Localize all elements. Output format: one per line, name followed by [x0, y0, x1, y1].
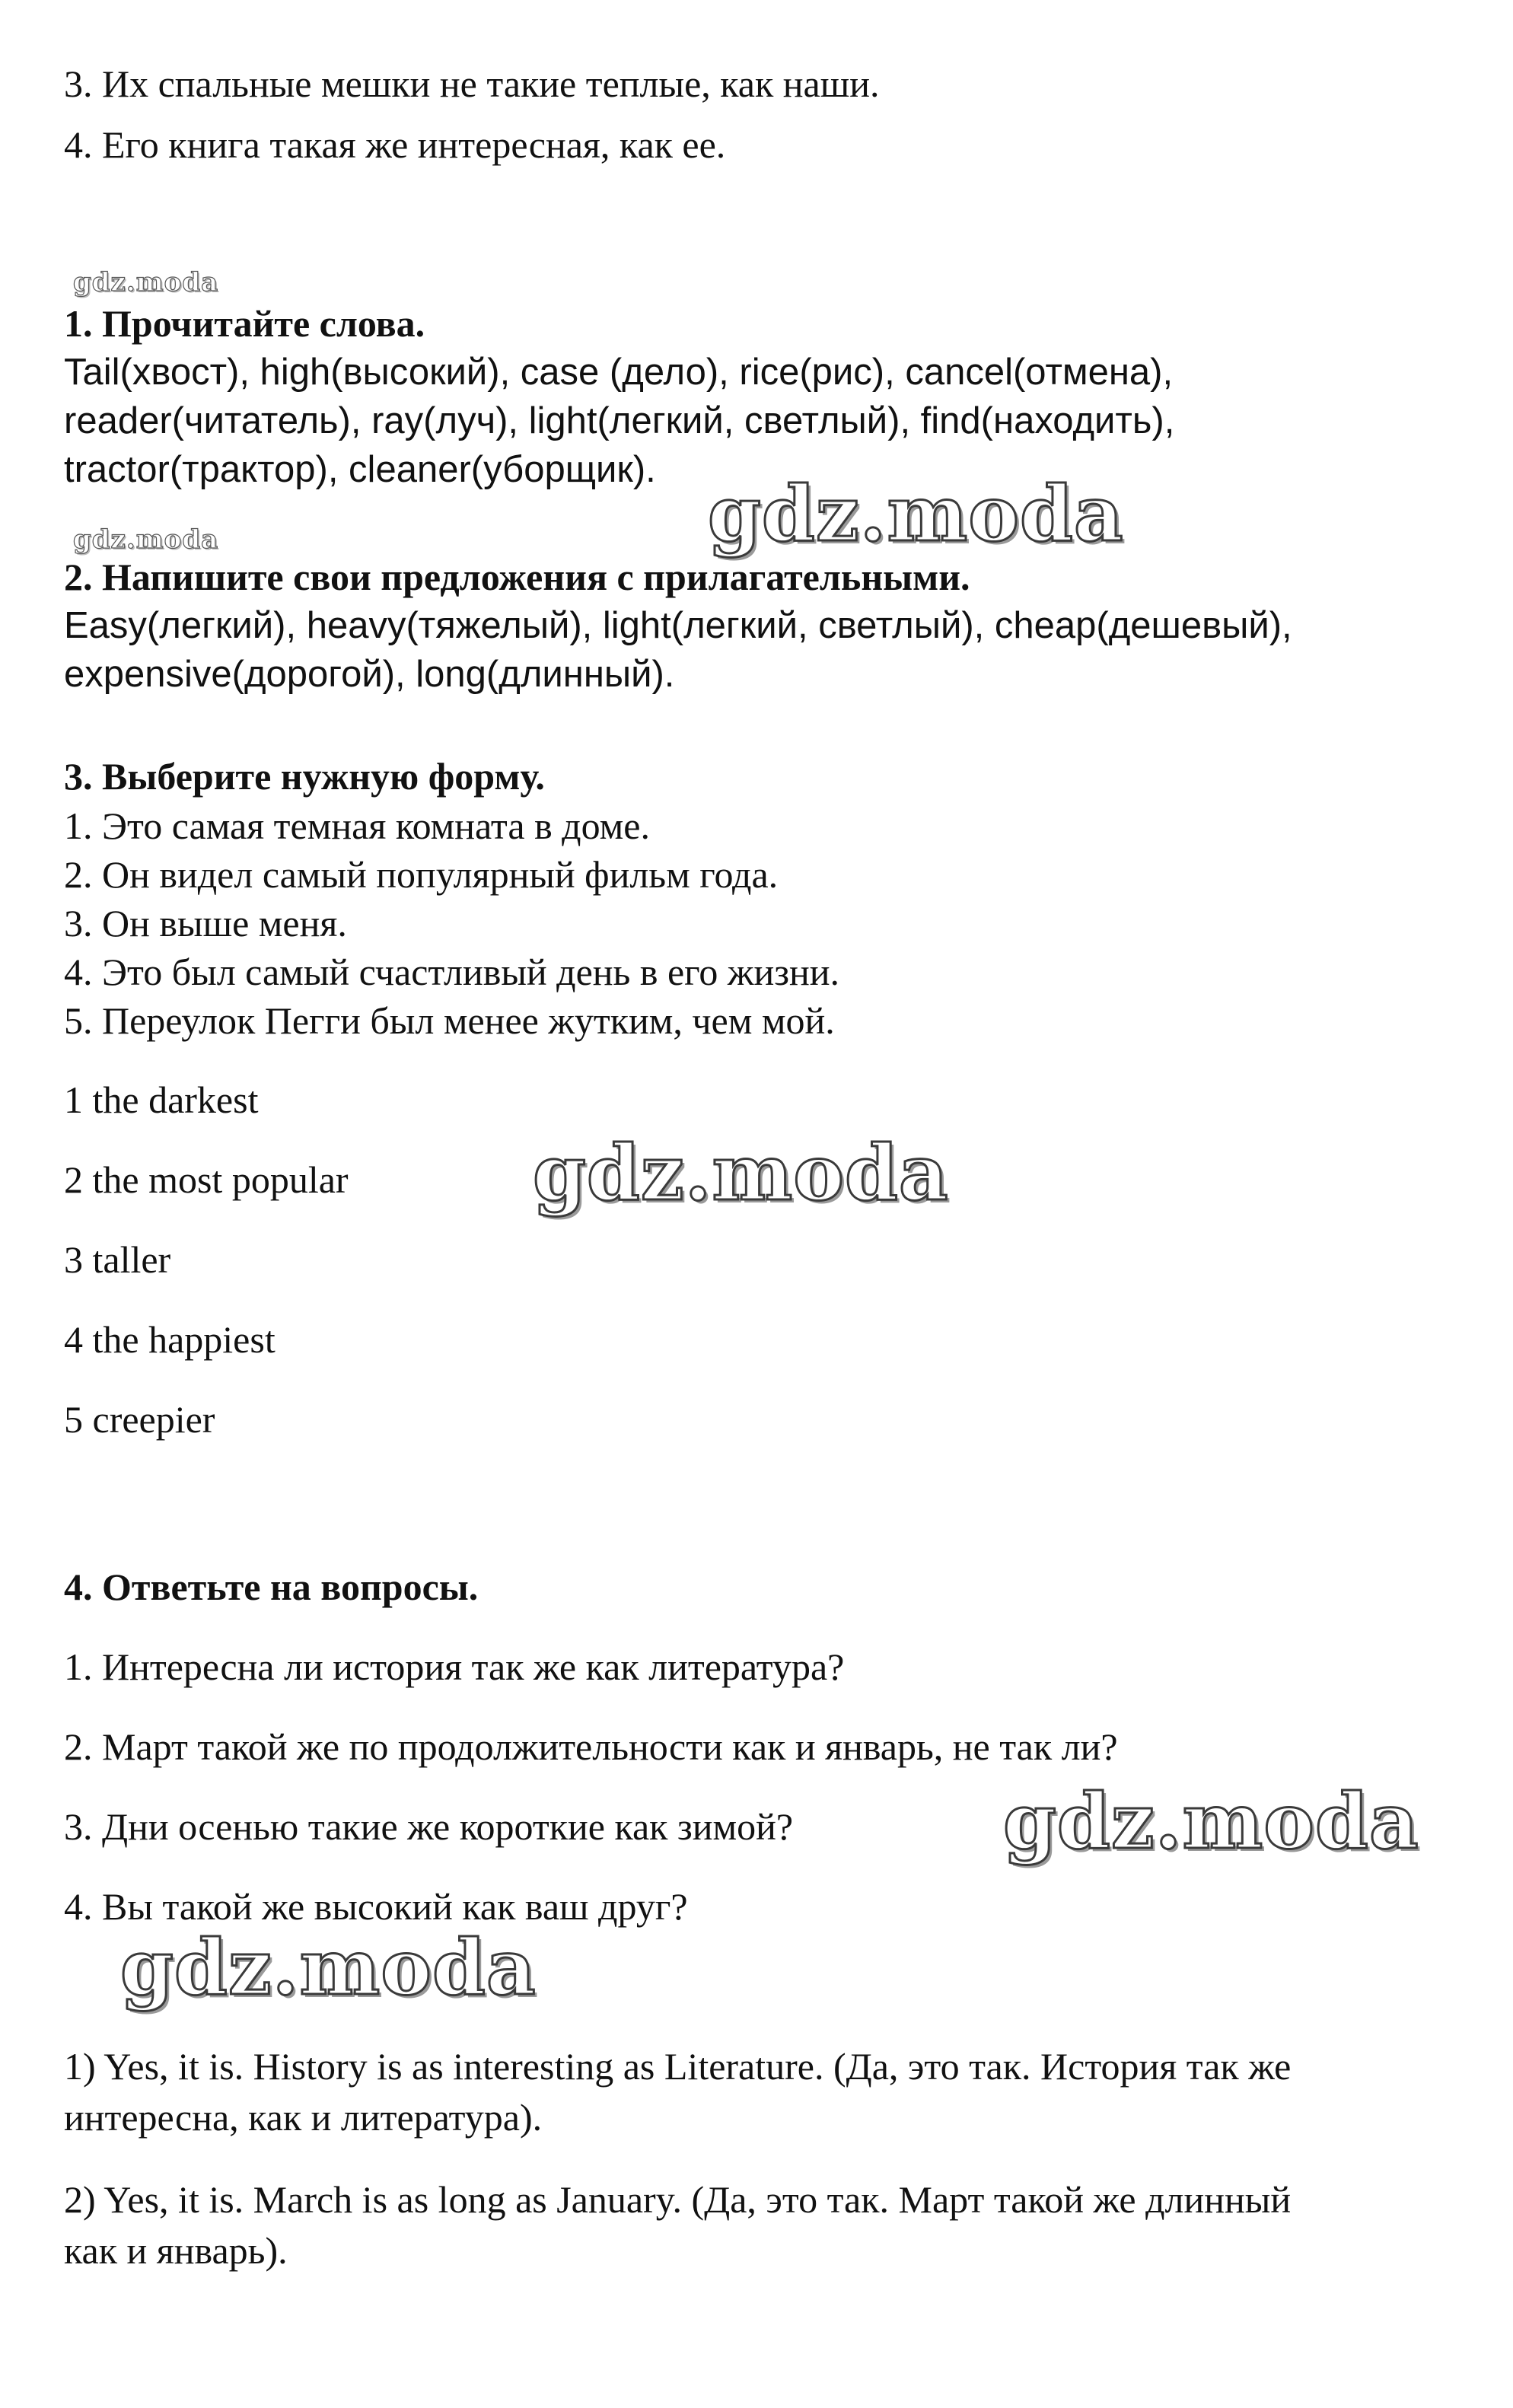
exercise-2-title: 2. Напишите свои предложения с прилагательными.	[64, 556, 970, 598]
exercise-4-question: 4. Вы такой же высокий как ваш друг?	[64, 1885, 688, 1928]
exercise-4-answer-2: 2) Yes, it is. March is as long as January. (Да, это так. Март такой же длинный	[64, 2178, 1292, 2221]
exercise-1-line: reader(читатель), ray(луч), light(легкий, светлый), find(находить),	[64, 400, 1175, 441]
exercise-3-answer: 2 the most popular	[64, 1158, 349, 1201]
exercise-3-answer: 5 creepier	[64, 1398, 215, 1441]
exercise-3-sentence: 1. Это самая темная комната в доме.	[64, 804, 650, 847]
exercise-3-sentence: 5. Переулок Пегги был менее жутким, чем мой.	[64, 999, 835, 1042]
watermark-large: gdz.moda	[1003, 1776, 1419, 1866]
exercise-4-answer-1-cont: интересна, как и литература).	[64, 2096, 543, 2139]
exercise-3-answer: 4 the happiest	[64, 1318, 276, 1361]
exercise-4-question: 2. Март такой же по продолжительности как и январь, не так ли?	[64, 1725, 1118, 1768]
exercise-4-question: 3. Дни осенью такие же короткие как зимой?	[64, 1805, 794, 1848]
watermark-small: gdz.moda	[73, 267, 219, 298]
exercise-1-line: tractor(трактор), cleaner(уборщик).	[64, 449, 656, 490]
watermark-small: gdz.moda	[73, 524, 219, 555]
exercise-4-answer-2-cont: как и январь).	[64, 2229, 288, 2272]
exercise-2-line: Easy(легкий), heavy(тяжелый), light(легкий, светлый), cheap(дешевый),	[64, 605, 1292, 646]
watermark-large: gdz.moda	[708, 469, 1124, 559]
watermark-large: gdz.moda	[533, 1128, 949, 1218]
exercise-4-title: 4. Ответьте на вопросы.	[64, 1566, 479, 1608]
exercise-3-sentence: 3. Он выше меня.	[64, 902, 347, 944]
exercise-1-line: Tail(хвост), high(высокий), case (дело), rice(рис), cancel(отмена),	[64, 352, 1174, 393]
exercise-3-title: 3. Выберите нужную форму.	[64, 755, 545, 798]
exercise-4-question: 1. Интересна ли история так же как литература?	[64, 1645, 845, 1688]
exercise-4-answer-1: 1) Yes, it is. History is as interesting as Literature. (Да, это так. История так же	[64, 2045, 1292, 2088]
exercise-3-answer: 1 the darkest	[64, 1078, 259, 1121]
exercise-3-sentence: 4. Это был самый счастливый день в его жизни.	[64, 951, 839, 993]
exercise-3-sentence: 2. Он видел самый популярный фильм года.	[64, 853, 779, 896]
exercise-2-line: expensive(дорогой), long(длинный).	[64, 654, 675, 695]
watermark-large: gdz.moda	[120, 1922, 537, 2012]
intro-line-4: 4. Его книга такая же интересная, как ее.	[64, 123, 726, 166]
exercise-1-title: 1. Прочитайте слова.	[64, 302, 425, 345]
exercise-3-answer: 3 taller	[64, 1238, 171, 1281]
intro-line-3: 3. Их спальные мешки не такие теплые, как наши.	[64, 62, 880, 105]
